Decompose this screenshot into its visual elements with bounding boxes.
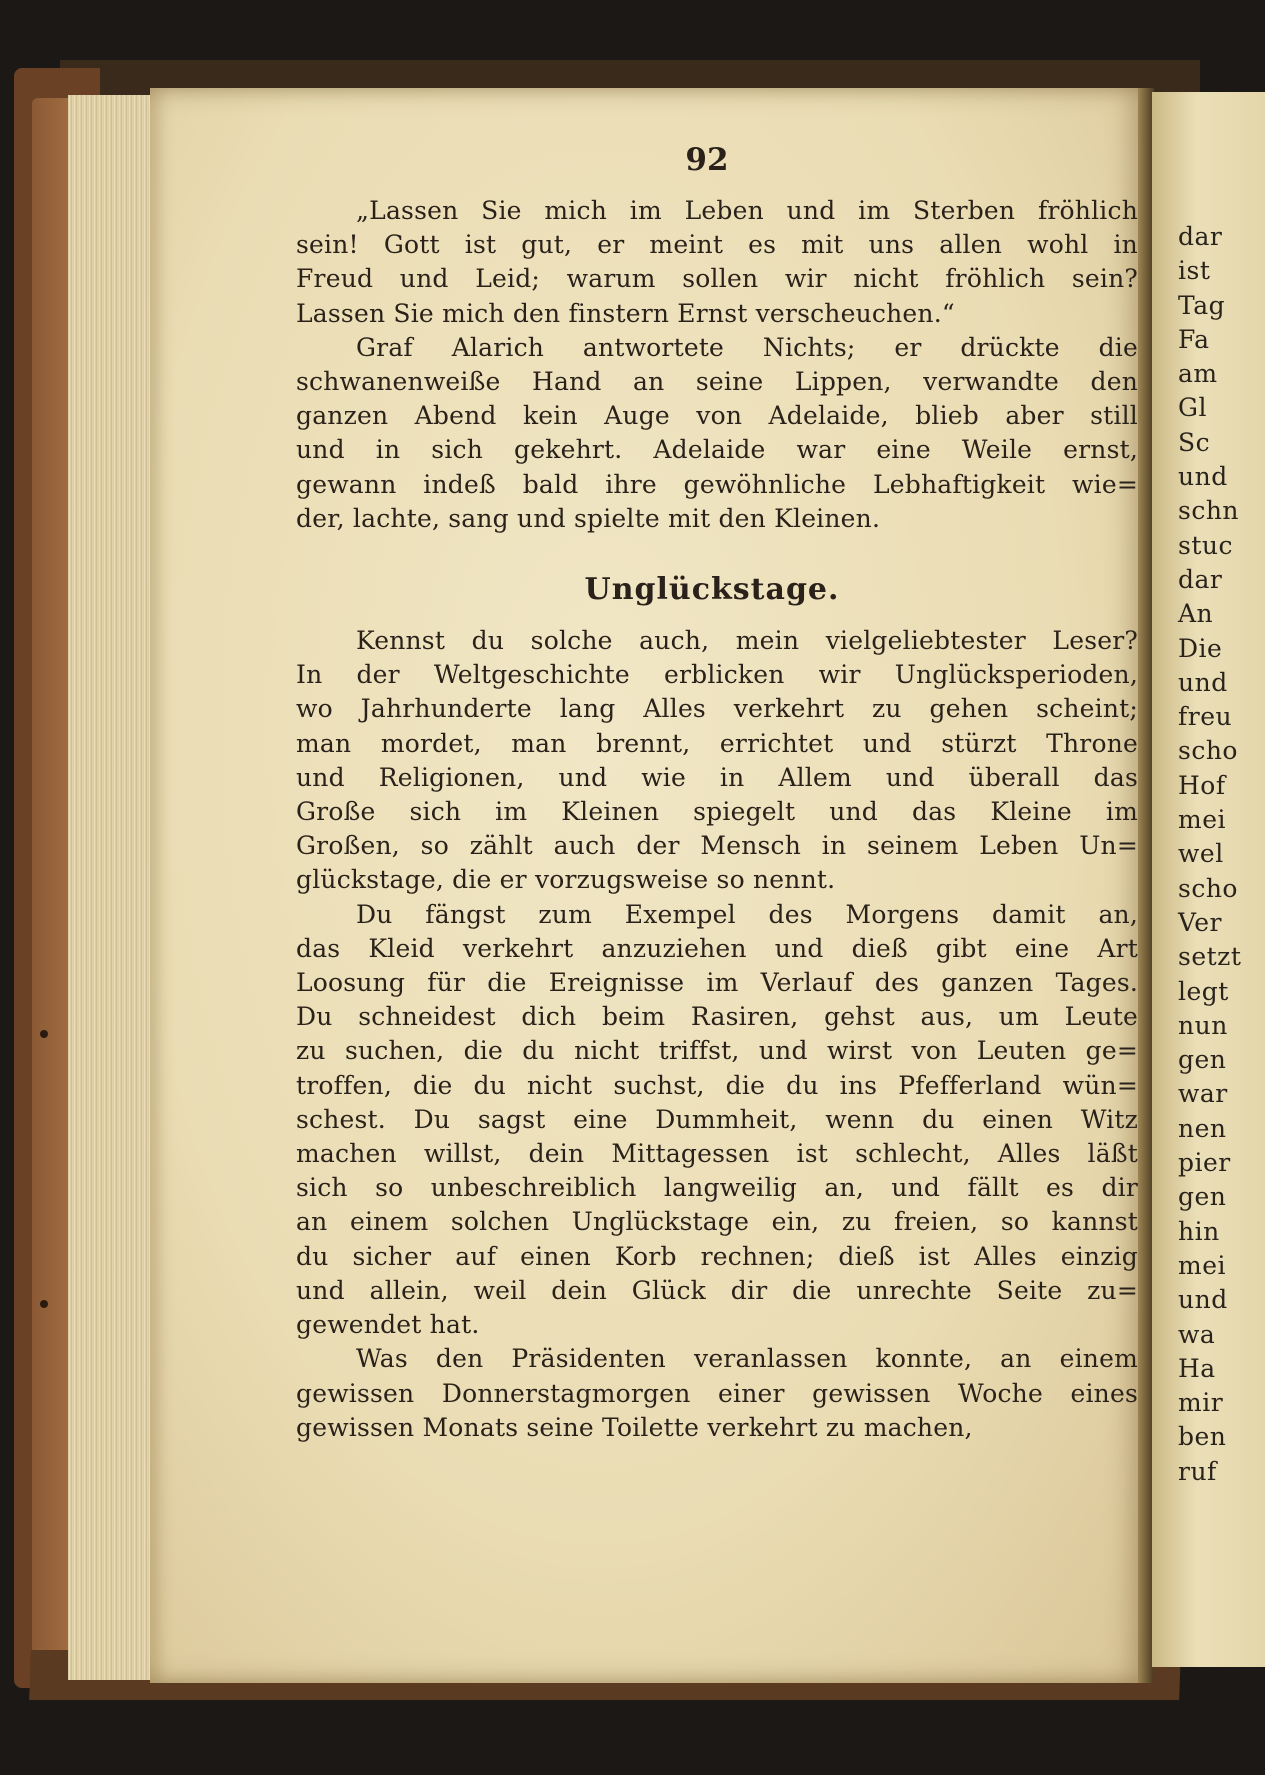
right-page-fragment-line: wel	[1178, 839, 1224, 869]
text-line: gewissen Monats seine Toilette verkehrt zu machen,	[296, 1412, 973, 1442]
right-page-fragment-line: pier	[1178, 1148, 1231, 1178]
text-line: und allein, weil dein Glück dir die unrechte Seite zu=	[296, 1275, 1138, 1305]
right-page-fragment-line: freu	[1178, 702, 1233, 732]
text-line: Du schneidest dich beim Rasiren, gehst aus, um Leute	[296, 1002, 1138, 1032]
text-line: Freud und Leid; warum sollen wir nicht fröhlich sein?	[296, 264, 1138, 294]
right-page-fragment-line: gen	[1178, 1182, 1227, 1212]
right-page-fragment-line: Die	[1178, 633, 1223, 663]
paragraphs-bottom	[296, 624, 1138, 1445]
section-heading: Unglückstage.	[584, 572, 840, 608]
text-line: schest. Du sagst eine Dummheit, wenn du einen Witz	[296, 1104, 1138, 1134]
right-page-fragment-line: ist	[1178, 256, 1211, 286]
text-line: wo Jahrhunderte lang Alles verkehrt zu gehen scheint;	[296, 694, 1138, 724]
right-page-fragment-line: nun	[1178, 1010, 1228, 1040]
text-line: das Kleid verkehrt anzuziehen und dieß gibt eine Art	[296, 933, 1138, 963]
paragraph	[296, 1342, 1138, 1445]
page-text	[296, 142, 1138, 1445]
right-page-fragment-line: mei	[1178, 805, 1226, 835]
right-page-fragment-line: mir	[1178, 1388, 1224, 1418]
text-line: gewann indeß bald ihre gewöhnliche Lebhaftigkeit wie=	[296, 469, 1138, 499]
right-page-fragment-line: legt	[1178, 976, 1229, 1006]
right-page-fragment-line: hin	[1178, 1216, 1220, 1246]
text-line: Graf Alarich antwortete Nichts; er drückte die	[356, 332, 1138, 362]
right-page-fragment-line: mei	[1178, 1250, 1226, 1280]
right-page-fragment-line: nen	[1178, 1113, 1227, 1143]
text-line: glückstage, die er vorzugsweise so nennt.	[296, 865, 836, 895]
right-page-fragment-line: An	[1178, 599, 1214, 629]
paragraphs-top	[296, 194, 1138, 536]
text-line: der, lachte, sang und spielte mit den Kleinen.	[296, 503, 881, 533]
text-line: gewendet hat.	[296, 1310, 480, 1340]
right-page-fragment-line: dar	[1178, 564, 1223, 594]
right-page-fragment-line: und	[1178, 462, 1228, 492]
text-line: Große sich im Kleinen spiegelt und das Kleine im	[296, 797, 1138, 827]
text-line: zu suchen, die du nicht triffst, und wirst von Leuten ge=	[296, 1036, 1138, 1066]
text-line: und in sich gekehrt. Adelaide war eine Weile ernst,	[296, 435, 1138, 465]
right-page-fragment-line: stuc	[1178, 530, 1233, 560]
right-page-fragment-line: Ver	[1178, 907, 1223, 937]
right-page-fragment-line: Fa	[1178, 324, 1210, 354]
paragraph	[296, 331, 1138, 536]
right-page-fragment-line: dar	[1178, 222, 1223, 251]
paragraph	[296, 194, 1138, 331]
right-page-line-fragments	[1178, 220, 1241, 1489]
right-page-fragment-line: war	[1178, 1079, 1228, 1109]
right-page-fragment-line: gen	[1178, 1045, 1227, 1075]
binding-hole	[40, 1300, 48, 1308]
right-page-fragment-line: und	[1178, 1285, 1228, 1315]
text-line: Du fängst zum Exempel des Morgens damit an,	[356, 899, 1138, 929]
text-line: schwanenweiße Hand an seine Lippen, verwandte den	[296, 367, 1138, 397]
text-line: troffen, die du nicht suchst, die du ins Pfefferland wün=	[296, 1070, 1138, 1100]
text-line: Loosung für die Ereignisse im Verlauf des ganzen Tages.	[296, 968, 1138, 998]
text-line: an einem solchen Unglückstage ein, zu freien, so kannst	[296, 1207, 1138, 1237]
right-page-fragment-line: scho	[1178, 736, 1238, 766]
right-page-fragment-line: und	[1178, 667, 1228, 697]
right-page-fragment-line: Tag	[1178, 290, 1226, 320]
paragraph	[296, 898, 1138, 1343]
right-page-fragment-line: Gl	[1178, 393, 1207, 423]
right-page-fragment-line: schn	[1178, 496, 1240, 526]
right-page-fragment-line: ruf	[1178, 1456, 1217, 1486]
text-line: man mordet, man brennt, errichtet und stürzt Throne	[296, 728, 1138, 758]
right-page-fragment-line: Hof	[1178, 770, 1226, 800]
text-line: „Lassen Sie mich im Leben und im Sterben fröhlich	[356, 196, 1138, 225]
text-line: Kennst du solche auch, mein vielgeliebtester Leser?	[356, 626, 1138, 656]
text-line: Lassen Sie mich den finstern Ernst verscheuchen.“	[296, 298, 955, 328]
text-line: ganzen Abend kein Auge von Adelaide, blieb aber still	[296, 401, 1138, 431]
text-line: Was den Präsidenten veranlassen konnte, an einem	[356, 1344, 1138, 1374]
text-line: Großen, so zählt auch der Mensch in seinem Leben Un=	[296, 831, 1138, 861]
right-page-fragment-line: Ha	[1178, 1353, 1216, 1383]
right-page-fragment-line: wa	[1178, 1319, 1216, 1349]
paragraph	[296, 624, 1138, 898]
binding-hole	[40, 1030, 48, 1038]
right-page-fragment-line: ben	[1178, 1422, 1227, 1452]
right-page-fragment-line: am	[1178, 359, 1218, 389]
text-line: In der Weltgeschichte erblicken wir Unglücksperioden,	[296, 660, 1138, 690]
right-page-fragment-line: Sc	[1178, 427, 1211, 457]
right-page-fragment-line: scho	[1178, 873, 1238, 903]
right-page-fragment	[1152, 92, 1265, 1667]
text-line: sein! Gott ist gut, er meint es mit uns allen wohl in	[296, 230, 1138, 260]
text-line: gewissen Donnerstagmorgen einer gewissen Woche eines	[296, 1378, 1138, 1408]
page-number: 92	[685, 142, 729, 178]
right-page-fragment-line: setzt	[1178, 942, 1242, 972]
text-line: und Religionen, und wie in Allem und überall das	[296, 762, 1138, 792]
text-line: du sicher auf einen Korb rechnen; dieß ist Alles einzig	[296, 1241, 1138, 1271]
text-line: sich so unbeschreiblich langweilig an, und fällt es dir	[296, 1173, 1138, 1203]
text-line: machen willst, dein Mittagessen ist schlecht, Alles läßt	[296, 1139, 1138, 1169]
